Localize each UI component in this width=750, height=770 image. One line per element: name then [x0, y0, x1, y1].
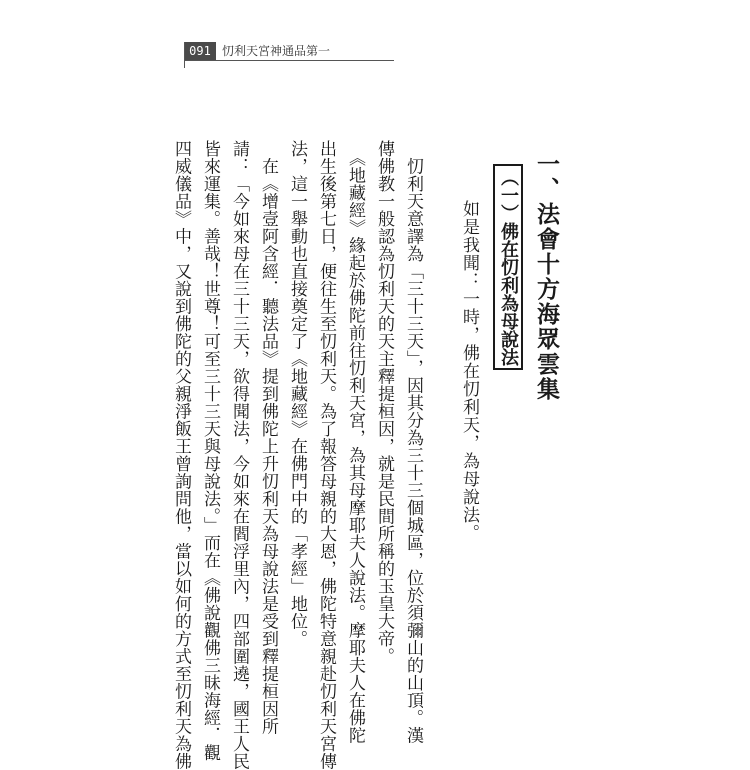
header-divider: [184, 60, 394, 61]
body-column: 請：「今如來母在三十三天，欲得聞法，今如來在閻浮里內，四部圍遶，國王人民: [229, 140, 249, 770]
body-column: 出生後第七日，便往生至忉利天。為了報答母親的大恩，佛陀特意親赴忉利天宮傳: [316, 140, 336, 770]
subsection-heading: [493, 164, 523, 370]
body-column: 在《增壹阿含經．聽法品》提到佛陀上升忉利天為母說法是受到釋提桓因所: [258, 140, 278, 735]
subsection-heading-text: （一）佛在忉利為母說法: [493, 164, 523, 370]
section-heading: 一、法會十方海眾雲集: [533, 152, 559, 402]
body-column: 傳佛教一般認為忉利天的天主釋提桓因，就是民間所稱的玉皇大帝。: [374, 140, 394, 665]
header-divider-vertical: [184, 42, 185, 68]
running-title: 忉利天宮神通品第一: [222, 44, 331, 58]
body-column: 皆來運集。善哉！世尊！可至三十三天與母說法。」而在《佛說觀佛三昧海經．觀: [200, 140, 220, 762]
sutra-quote: 如是我聞：一時，佛在忉利天，為母說法。: [459, 200, 479, 542]
body-column: 法，這一舉動也直接奠定了《地藏經》在佛門中的「孝經」地位。: [287, 140, 307, 648]
body-column: 忉利天意譯為「三十三天」，因其分為三十三個城區，位於須彌山的山頂。漢: [403, 140, 423, 744]
body-column: 四威儀品》中，又說到佛陀的父親淨飯王曾詢問他，當以如何的方式至忉利天為佛: [171, 140, 191, 770]
running-header: [184, 42, 394, 62]
page-number: 091: [184, 42, 216, 60]
body-column: 《地藏經》緣起於佛陀前往忉利天宮，為其母摩耶夫人說法。摩耶夫人在佛陀: [345, 140, 365, 744]
